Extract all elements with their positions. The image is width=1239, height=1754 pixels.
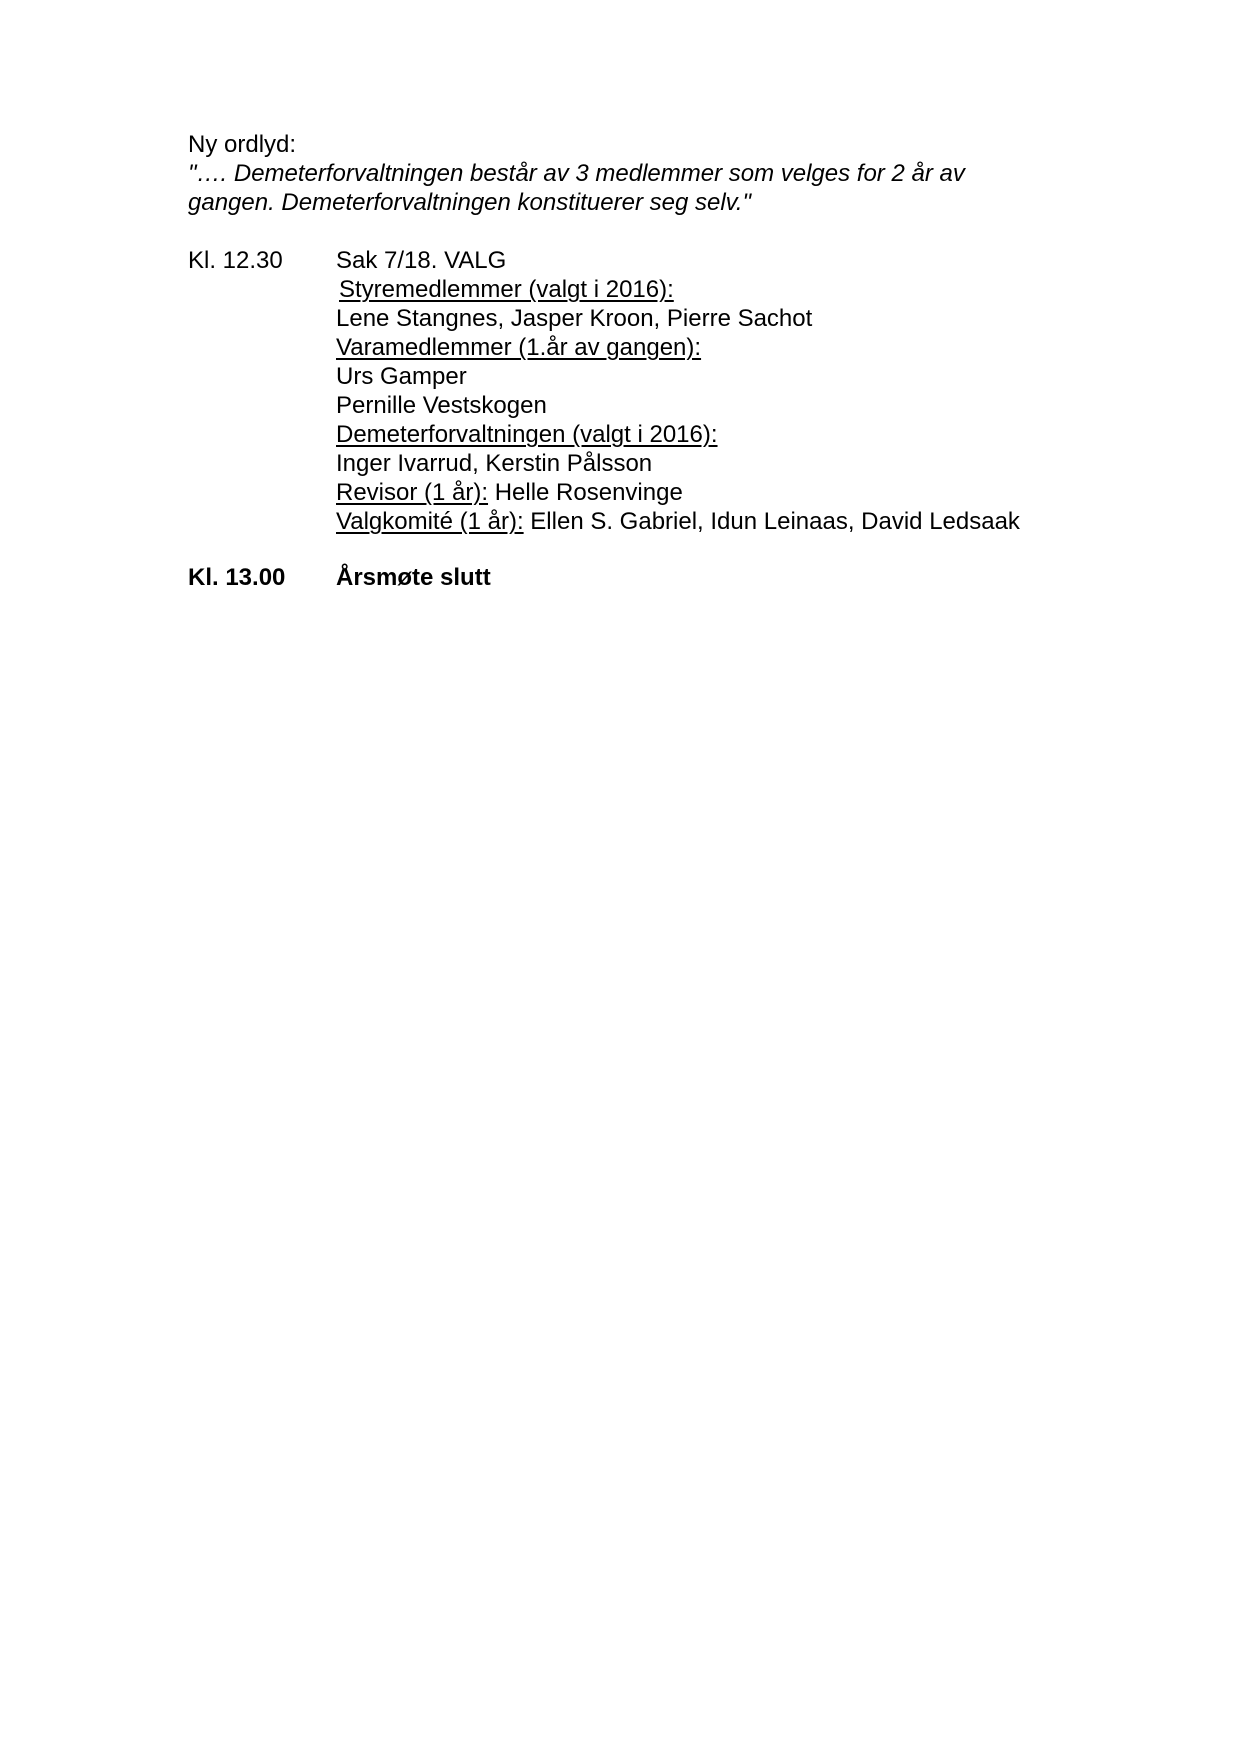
intro-quote-line-1: "…. Demeterforvaltningen består av 3 medlemmer som velges for 2 år av	[188, 160, 965, 187]
valgkomite-heading: Valgkomité (1 år):	[336, 508, 524, 535]
agenda-item-valg	[188, 246, 1088, 536]
document-page	[188, 130, 1088, 592]
spacer	[188, 217, 1088, 246]
vara-member-1: Urs Gamper	[336, 363, 467, 390]
demeter-heading-row	[336, 420, 1088, 449]
agenda-title: Sak 7/18. VALG	[336, 247, 507, 274]
closing-text: Årsmøte slutt	[336, 564, 491, 591]
demeter-members: Inger Ivarrud, Kerstin Pålsson	[336, 450, 653, 477]
revisor-row	[336, 478, 1088, 507]
vara-heading-row	[336, 333, 1088, 362]
styre-members: Lene Stangnes, Jasper Kroon, Pierre Sachot	[336, 305, 813, 332]
valgkomite-names: Ellen S. Gabriel, Idun Leinaas, David Ledsaak	[523, 508, 1020, 535]
styre-heading: Styremedlemmer (valgt i 2016):	[339, 276, 674, 303]
intro-quote-line-2: gangen. Demeterforvaltningen konstituerer seg selv."	[188, 189, 752, 216]
closing-time: Kl. 13.00	[188, 564, 286, 591]
styre-heading-row	[336, 275, 1088, 304]
vara-heading: Varamedlemmer (1.år av gangen):	[336, 334, 702, 361]
revisor-heading: Revisor (1 år):	[336, 479, 489, 506]
valgkomite-row	[336, 507, 1088, 536]
revisor-name: Helle Rosenvinge	[488, 479, 683, 506]
agenda-content	[336, 246, 1088, 536]
agenda-time: Kl. 12.30	[188, 247, 283, 274]
demeter-heading: Demeterforvaltningen (valgt i 2016):	[336, 421, 718, 448]
intro-label: Ny ordlyd:	[188, 131, 297, 158]
agenda-item-closing	[188, 563, 1088, 592]
vara-member-2: Pernille Vestskogen	[336, 392, 547, 419]
